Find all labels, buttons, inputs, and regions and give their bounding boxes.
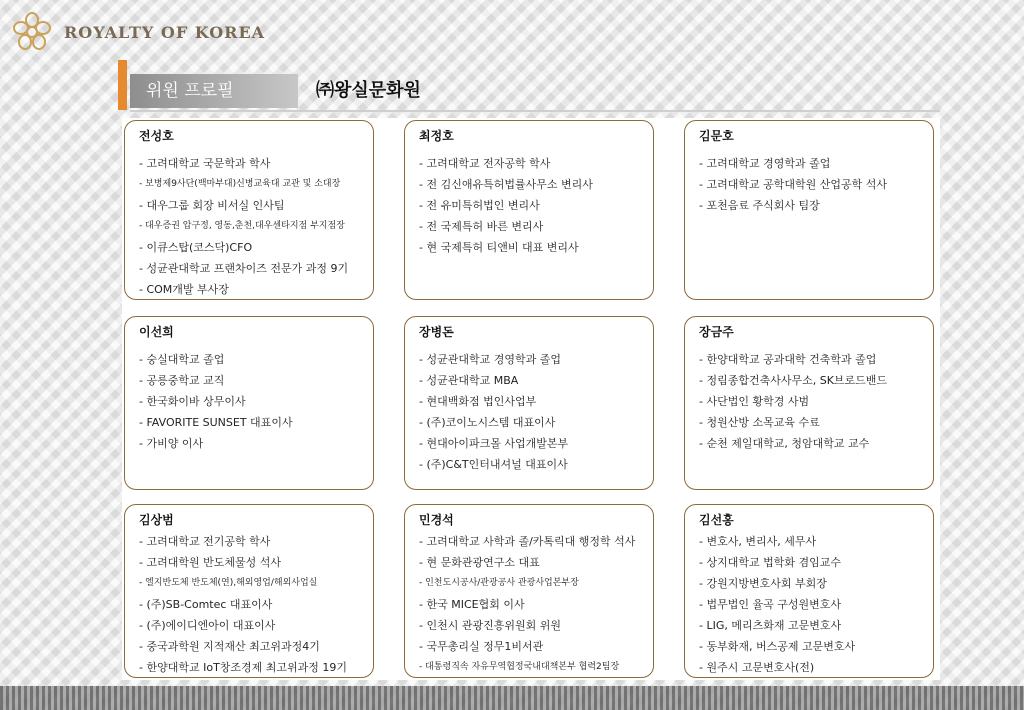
career-item: - 변호사, 변리사, 세무사 [699, 531, 927, 552]
career-item: - 숭실대학교 졸업 [139, 349, 367, 370]
career-item: - 동부화재, 버스공제 고문변호사 [699, 636, 927, 657]
member-name: 장병돈 [419, 325, 454, 339]
career-item: - 엘지반도체 반도체(연),해외영업/해외사업실 [139, 573, 367, 594]
career-item: - 전 김신애유특허법률사무소 변리사 [419, 174, 647, 195]
career-item: - 가비양 이사 [139, 433, 367, 454]
member-name: 김문호 [699, 129, 734, 143]
profile-card [404, 504, 654, 678]
member-name: 전성호 [139, 129, 174, 143]
career-item: - FAVORITE SUNSET 대표이사 [139, 412, 367, 433]
member-name: 장금주 [699, 325, 734, 339]
career-item: - 현대백화점 법인사업부 [419, 391, 647, 412]
career-item: - 인천시 관광진흥위원회 위원 [419, 615, 647, 636]
career-item: - 법무법인 율곡 구성원변호사 [699, 594, 927, 615]
page-title: 위원 프로필 [130, 74, 298, 108]
career-item: - LIG, 메리츠화재 고문변호사 [699, 615, 927, 636]
profile-card [124, 504, 374, 678]
career-item: - 성균관대학교 경영학과 졸업 [419, 349, 647, 370]
career-item: - 고려대학교 경영학과 졸업 [699, 153, 927, 174]
career-item: - 원주시 고문변호사(전) [699, 657, 927, 678]
profile-panel [122, 118, 940, 680]
brand-name: ROYALTY OF KOREA [64, 22, 266, 42]
career-item: - 이큐스탑(코스닥)CFO [139, 237, 367, 258]
career-item: - 대우그룹 회장 비서실 인사팀 [139, 195, 367, 216]
career-item: - 성균관대학교 프랜차이즈 전문가 과정 9기 [139, 258, 367, 279]
footer-band [0, 686, 1024, 710]
career-item: - 사단법인 황학경 사범 [699, 391, 927, 412]
career-item: - 보병제9사단(백마부대)신병교육대 교관 및 소대장 [139, 174, 367, 195]
career-item: - 현 국제특허 티앤비 대표 변리사 [419, 237, 647, 258]
career-item: - 포천음료 주식회사 팀장 [699, 195, 927, 216]
career-item: - 고려대학교 전기공학 학사 [139, 531, 367, 552]
career-item: - 고려대학교 전자공학 학사 [419, 153, 647, 174]
profile-card [404, 120, 654, 300]
flower-emblem-icon [10, 10, 54, 54]
career-item: - 한국 MICE협회 이사 [419, 594, 647, 615]
career-item: - 공릉중학교 교직 [139, 370, 367, 391]
accent-bar [118, 60, 127, 110]
member-name: 김선홍 [699, 513, 734, 527]
career-item: - (주)C&T인터내셔널 대표이사 [419, 454, 647, 475]
career-item: - (주)에이디엔아이 대표이사 [139, 615, 367, 636]
career-item: - 한양대학교 공과대학 건축학과 졸업 [699, 349, 927, 370]
career-item: - 현 문화관광연구소 대표 [419, 552, 647, 573]
career-item: - 국무총리실 정무1비서관 [419, 636, 647, 657]
career-item: - 전 유미특허법인 변리사 [419, 195, 647, 216]
career-item: - 고려대학교 국문학과 학사 [139, 153, 367, 174]
member-name: 최정호 [419, 129, 454, 143]
career-item: - 상지대학교 법학화 겸임교수 [699, 552, 927, 573]
profile-card [124, 120, 374, 300]
profile-card [684, 120, 934, 300]
career-item: - 중국과학원 지적재산 최고위과정4기 [139, 636, 367, 657]
career-item: - 고려대학교 공학대학원 산업공학 석사 [699, 174, 927, 195]
career-item: - 현대아이파크몰 사업개발본부 [419, 433, 647, 454]
career-item: - 고려대학교 사학과 졸/카톡릭대 행정학 석사 [419, 531, 647, 552]
header-divider [130, 110, 940, 112]
career-item: - 한양대학교 IoT창조경제 최고위과정 19기 [139, 657, 367, 678]
profile-card [684, 316, 934, 490]
career-item: - 대우증권 압구정, 영동,춘천,대우센타지점 부지점장 [139, 216, 367, 237]
career-item: - 한국화이바 상무이사 [139, 391, 367, 412]
member-name: 김상범 [139, 513, 174, 527]
career-item: - 청원산방 소목교육 수료 [699, 412, 927, 433]
career-item: - 인천도시공사/관광공사 관광사업본부장 [419, 573, 647, 594]
career-item: - 전 국제특허 바른 변리사 [419, 216, 647, 237]
career-item: - 강원지방변호사회 부회장 [699, 573, 927, 594]
profile-card [404, 316, 654, 490]
career-item: - 정림종합건축사사무소, SK브로드밴드 [699, 370, 927, 391]
career-item: - 고려대학원 반도체물성 석사 [139, 552, 367, 573]
member-name: 민경석 [419, 513, 454, 527]
member-name: 이선희 [139, 325, 174, 339]
career-item: - 대통령직속 자유무역협정국내대책본부 협력2팀장 [419, 657, 647, 678]
career-item: - 순천 제일대학교, 청암대학교 교수 [699, 433, 927, 454]
career-item: - (주)코이노시스템 대표이사 [419, 412, 647, 433]
career-item: - 성균관대학교 MBA [419, 370, 647, 391]
career-item: - (주)SB-Comtec 대표이사 [139, 594, 367, 615]
profile-card [684, 504, 934, 678]
profile-card [124, 316, 374, 490]
brand [10, 10, 265, 54]
career-item: - COM개발 부사장 [139, 279, 367, 300]
org-title: ㈜왕실문화원 [316, 80, 421, 101]
